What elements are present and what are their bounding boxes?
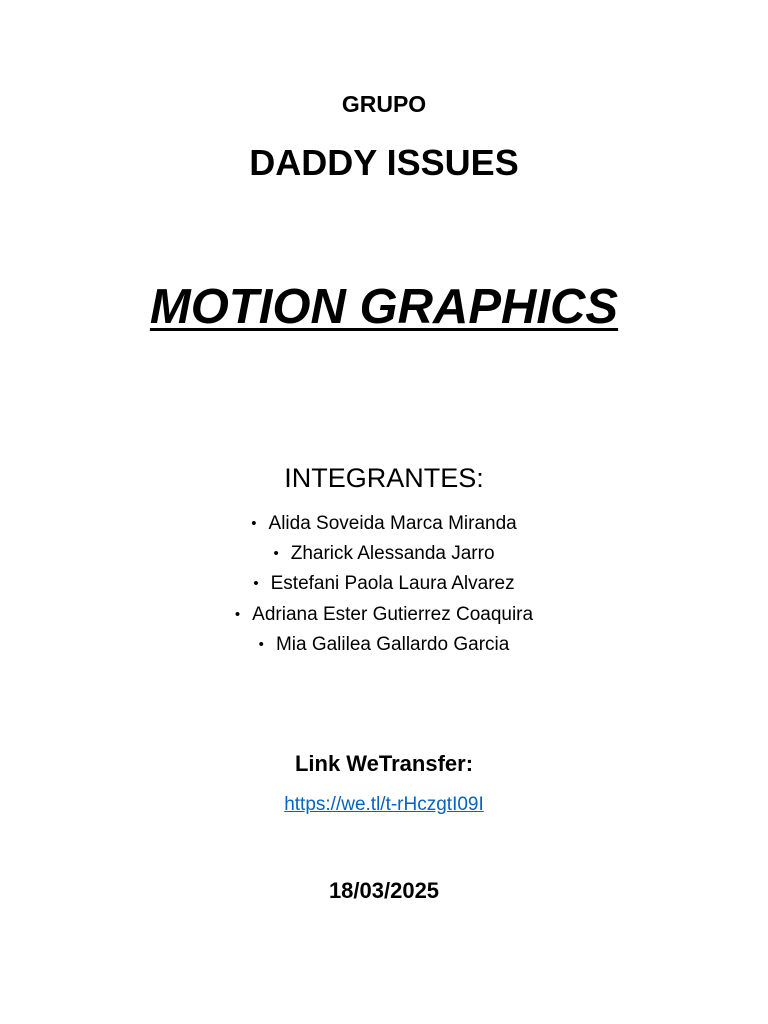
members-list [0, 509, 768, 660]
bullet-icon: • [258, 635, 264, 653]
list-item [0, 600, 768, 630]
member-name: Alida Soveida Marca Miranda [268, 513, 517, 534]
list-item [0, 539, 768, 569]
link-url-block [0, 791, 768, 819]
document-title: MOTION GRAPHICS [149, 280, 619, 334]
group-name: DADDY ISSUES [249, 142, 519, 183]
list-item [0, 569, 768, 599]
group-label: GRUPO [341, 91, 427, 117]
members-heading: INTEGRANTES: [284, 463, 484, 493]
member-name: Mia Galilea Gallardo Garcia [275, 633, 510, 655]
member-name: Adriana Ester Gutierrez Coaquira [252, 603, 534, 625]
bullet-icon: • [253, 575, 259, 593]
document-date: 18/03/2025 [328, 878, 440, 903]
list-item [0, 509, 768, 539]
bullet-icon: • [273, 545, 279, 563]
wetransfer-link[interactable]: https://we.tl/t-rHczgtI09I [284, 794, 484, 815]
link-heading: Link WeTransfer: [294, 751, 474, 776]
bullet-icon: • [234, 605, 241, 623]
bullet-icon: • [251, 515, 257, 532]
document-title-block [0, 277, 768, 337]
list-item [0, 630, 768, 660]
member-name: Zharick Alessanda Jarro [290, 543, 495, 565]
member-name: Estefani Paola Laura Alvarez [270, 573, 515, 595]
members-heading-block [0, 461, 768, 495]
